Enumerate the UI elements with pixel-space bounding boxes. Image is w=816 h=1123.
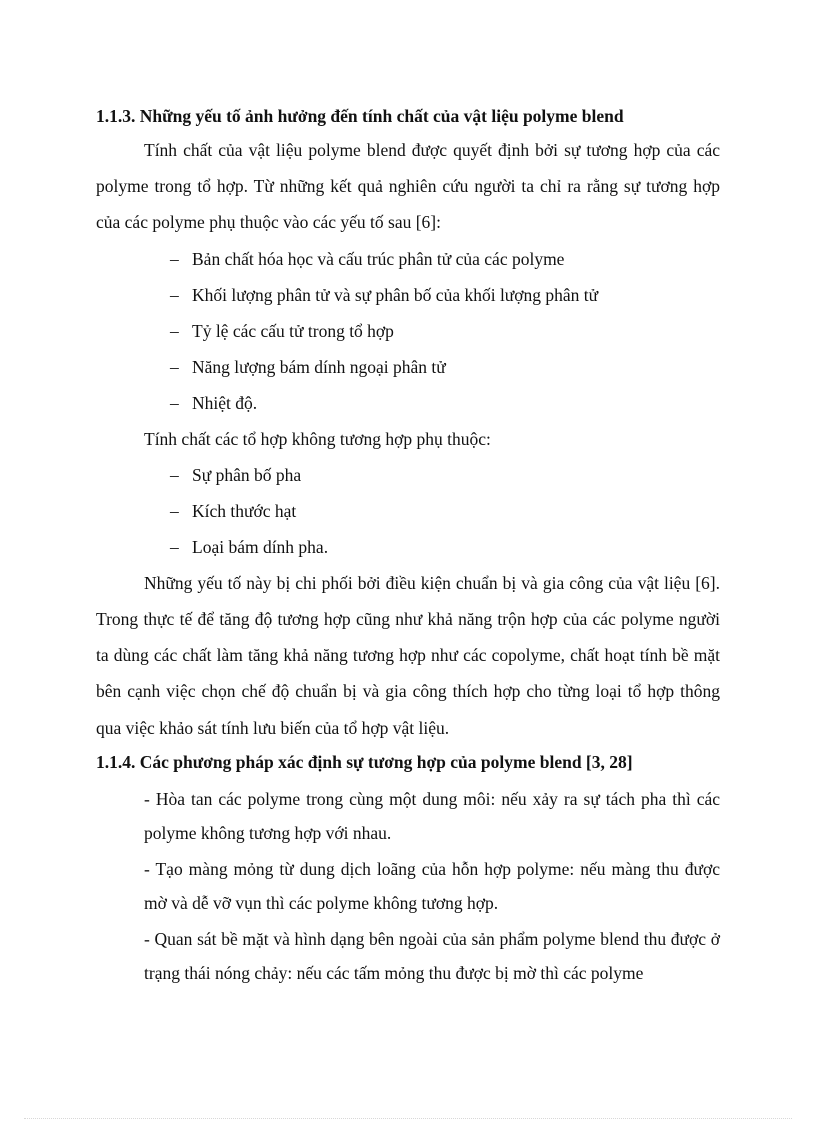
document-page — [96, 100, 720, 992]
compatibility-factors-list — [96, 241, 720, 421]
list-item: – Kích thước hạt — [96, 493, 720, 529]
section-heading-1-1-4: 1.1.4. Các phương pháp xác định sự tương hợp của polyme blend [3, 28] — [96, 751, 633, 772]
list-dash: – — [170, 284, 179, 305]
incompatible-factors-list — [96, 457, 720, 565]
list-dash: – — [170, 500, 179, 521]
page-bottom-border — [24, 1118, 792, 1119]
incompatible-intro-paragraph: Tính chất các tổ hợp không tương hợp phụ thuộc: — [144, 428, 491, 449]
list-item: – Sự phân bố pha — [96, 457, 720, 493]
method-item: - Quan sát bề mặt và hình dạng bên ngoài của sản phẩm polyme blend thu được ở trạng thái nóng chảy: nếu các tấm mỏng thu được bị mờ thì các polyme — [144, 928, 720, 983]
list-item: – Loại bám dính pha. — [96, 529, 720, 565]
list-dash: – — [170, 536, 179, 557]
conclusion-paragraph: Những yếu tố này bị chi phối bởi điều kiện chuẩn bị và gia công của vật liệu [6]. Trong thực tế để tăng độ tương hợp cũng như khả năng trộn hợp của các polyme người ta dùng các chất làm tăng khả năng tương hợp như các copolyme, chất hoạt tính bề mặt bên cạnh việc chọn chế độ chuẩn bị và gia công thích hợp cho từng loại tổ hợp thông qua việc khảo sát tính lưu biến của tổ hợp vật liệu. — [96, 572, 720, 738]
method-item: - Hòa tan các polyme trong cùng một dung môi: nếu xảy ra sự tách pha thì các polyme không tương hợp với nhau. — [144, 788, 720, 843]
section-heading-1-1-3: 1.1.3. Những yếu tố ảnh hưởng đến tính chất của vật liệu polyme blend — [96, 106, 624, 126]
list-item: – Bản chất hóa học và cấu trúc phân tử của các polyme — [96, 241, 720, 277]
list-item: – Tỷ lệ các cấu tử trong tổ hợp — [96, 313, 720, 349]
list-dash: – — [170, 320, 179, 341]
list-dash: – — [170, 392, 179, 413]
intro-paragraph: Tính chất của vật liệu polyme blend được quyết định bởi sự tương hợp của các polyme trong tổ hợp. Từ những kết quả nghiên cứu người ta chỉ ra rằng sự tương hợp của các polyme phụ thuộc vào các yếu tố sau [6]: — [96, 140, 720, 233]
method-item: - Tạo màng mỏng từ dung dịch loãng của hỗn hợp polyme: nếu màng thu được mờ và dễ vỡ vụn thì các polyme không tương hợp. — [144, 858, 720, 913]
list-item: – Nhiệt độ. — [96, 385, 720, 421]
list-item: – Năng lượng bám dính ngoại phân tử — [96, 349, 720, 385]
list-dash: – — [170, 356, 179, 377]
list-item: – Khối lượng phân tử và sự phân bố của khối lượng phân tử — [96, 277, 720, 313]
list-dash: – — [170, 464, 179, 485]
list-dash: – — [170, 248, 179, 269]
